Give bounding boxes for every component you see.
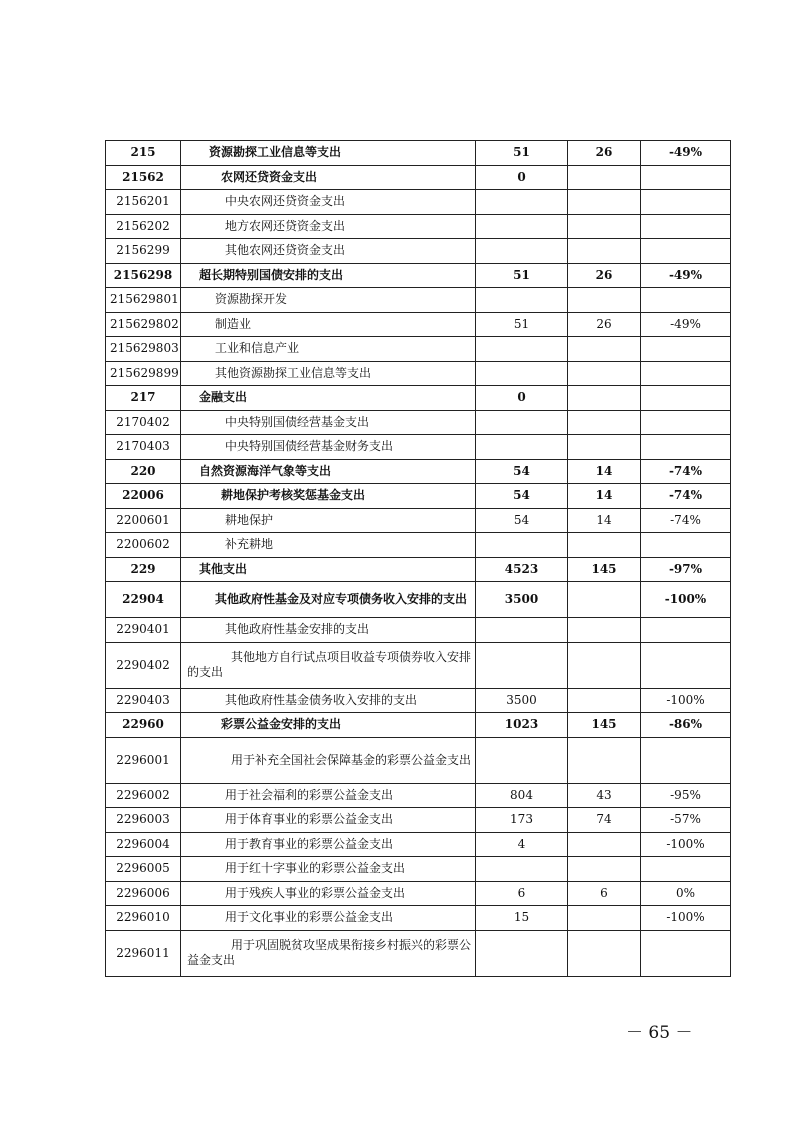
change-percent-cell: -49% (641, 141, 731, 166)
value-2024-cell (476, 337, 568, 362)
name-cell: 中央农网还贷资金支出 (181, 190, 476, 215)
value-2024-cell (476, 190, 568, 215)
name-cell: 用于残疾人事业的彩票公益金支出 (181, 881, 476, 906)
table-row (106, 508, 731, 533)
table-row (106, 737, 731, 783)
name-cell: 用于社会福利的彩票公益金支出 (181, 783, 476, 808)
budget-table-body (106, 141, 731, 977)
value-2024-cell (476, 214, 568, 239)
value-2024-cell (476, 857, 568, 882)
value-2024-cell (476, 930, 568, 976)
value-2025-cell (568, 410, 641, 435)
table-row (106, 832, 731, 857)
name-cell: 耕地保护 (181, 508, 476, 533)
name-cell: 其他农网还贷资金支出 (181, 239, 476, 264)
code-cell: 22960 (106, 713, 181, 738)
value-2025-cell: 14 (568, 459, 641, 484)
change-percent-cell (641, 190, 731, 215)
page-number: － 65 － (626, 1023, 693, 1043)
value-2024-cell: 3500 (476, 582, 568, 618)
change-percent-cell (641, 288, 731, 313)
name-cell: 工业和信息产业 (181, 337, 476, 362)
table-row (106, 361, 731, 386)
code-cell: 2156299 (106, 239, 181, 264)
table-row (106, 783, 731, 808)
code-cell: 2156201 (106, 190, 181, 215)
change-percent-cell (641, 410, 731, 435)
table-row (106, 857, 731, 882)
table-row (106, 337, 731, 362)
change-percent-cell (641, 435, 731, 460)
value-2025-cell: 26 (568, 312, 641, 337)
code-cell: 2170402 (106, 410, 181, 435)
code-cell: 220 (106, 459, 181, 484)
table-row (106, 930, 731, 976)
value-2024-cell: 4 (476, 832, 568, 857)
table-row (106, 713, 731, 738)
value-2024-cell (476, 288, 568, 313)
code-cell: 215629802 (106, 312, 181, 337)
change-percent-cell: -100% (641, 906, 731, 931)
value-2025-cell (568, 582, 641, 618)
code-cell: 215629803 (106, 337, 181, 362)
code-cell: 2156298 (106, 263, 181, 288)
change-percent-cell (641, 239, 731, 264)
value-2025-cell (568, 190, 641, 215)
code-cell: 217 (106, 386, 181, 411)
table-row (106, 239, 731, 264)
change-percent-cell: -57% (641, 808, 731, 833)
value-2025-cell (568, 239, 641, 264)
value-2025-cell (568, 386, 641, 411)
change-percent-cell (641, 361, 731, 386)
budget-table (105, 140, 731, 977)
code-cell: 2290403 (106, 688, 181, 713)
value-2024-cell: 54 (476, 508, 568, 533)
value-2025-cell (568, 906, 641, 931)
name-cell: 用于红十字事业的彩票公益金支出 (181, 857, 476, 882)
name-cell: 用于体育事业的彩票公益金支出 (181, 808, 476, 833)
table-row (106, 618, 731, 643)
code-cell: 2296010 (106, 906, 181, 931)
name-cell: 用于补充全国社会保障基金的彩票公益金支出 (181, 737, 476, 783)
code-cell: 215629899 (106, 361, 181, 386)
name-cell: 其他政府性基金债务收入安排的支出 (181, 688, 476, 713)
name-cell: 其他支出 (181, 557, 476, 582)
code-cell: 2170403 (106, 435, 181, 460)
code-cell: 2296004 (106, 832, 181, 857)
table-row (106, 312, 731, 337)
name-cell: 农网还贷资金支出 (181, 165, 476, 190)
value-2024-cell: 51 (476, 263, 568, 288)
change-percent-cell (641, 214, 731, 239)
table-row (106, 190, 731, 215)
table-row (106, 808, 731, 833)
code-cell: 22006 (106, 484, 181, 509)
table-row (106, 582, 731, 618)
table-row (106, 642, 731, 688)
value-2024-cell (476, 618, 568, 643)
change-percent-cell: -74% (641, 484, 731, 509)
code-cell: 2296003 (106, 808, 181, 833)
value-2024-cell (476, 361, 568, 386)
value-2025-cell: 14 (568, 508, 641, 533)
value-2024-cell: 0 (476, 165, 568, 190)
name-cell: 耕地保护考核奖惩基金支出 (181, 484, 476, 509)
code-cell: 2296005 (106, 857, 181, 882)
name-cell: 中央特别国债经营基金支出 (181, 410, 476, 435)
change-percent-cell (641, 857, 731, 882)
change-percent-cell (641, 386, 731, 411)
table-row (106, 386, 731, 411)
table-row (106, 484, 731, 509)
name-cell: 自然资源海洋气象等支出 (181, 459, 476, 484)
value-2025-cell: 145 (568, 557, 641, 582)
change-percent-cell: 0% (641, 881, 731, 906)
value-2025-cell (568, 337, 641, 362)
value-2024-cell (476, 737, 568, 783)
name-cell: 其他地方自行试点项目收益专项债券收入安排的支出 (181, 642, 476, 688)
table-row (106, 214, 731, 239)
change-percent-cell: -100% (641, 832, 731, 857)
name-cell: 其他政府性基金安排的支出 (181, 618, 476, 643)
name-cell: 其他政府性基金及对应专项债务收入安排的支出 (181, 582, 476, 618)
table-row (106, 263, 731, 288)
code-cell: 2200602 (106, 533, 181, 558)
name-cell: 资源勘探开发 (181, 288, 476, 313)
value-2025-cell (568, 832, 641, 857)
change-percent-cell: -74% (641, 508, 731, 533)
change-percent-cell (641, 930, 731, 976)
change-percent-cell: -95% (641, 783, 731, 808)
value-2024-cell: 0 (476, 386, 568, 411)
name-cell: 用于文化事业的彩票公益金支出 (181, 906, 476, 931)
name-cell: 超长期特别国债安排的支出 (181, 263, 476, 288)
value-2024-cell (476, 435, 568, 460)
value-2025-cell: 6 (568, 881, 641, 906)
change-percent-cell: -49% (641, 263, 731, 288)
value-2024-cell: 804 (476, 783, 568, 808)
code-cell: 2200601 (106, 508, 181, 533)
value-2024-cell (476, 239, 568, 264)
value-2024-cell: 173 (476, 808, 568, 833)
change-percent-cell (641, 165, 731, 190)
name-cell: 用于巩固脱贫攻坚成果衔接乡村振兴的彩票公益金支出 (181, 930, 476, 976)
code-cell: 2296011 (106, 930, 181, 976)
table-row (106, 459, 731, 484)
name-cell: 用于教育事业的彩票公益金支出 (181, 832, 476, 857)
table-row (106, 410, 731, 435)
table-row (106, 557, 731, 582)
value-2024-cell (476, 533, 568, 558)
table-row (106, 906, 731, 931)
value-2025-cell (568, 165, 641, 190)
table-row (106, 533, 731, 558)
value-2024-cell (476, 642, 568, 688)
value-2025-cell (568, 435, 641, 460)
value-2024-cell: 54 (476, 484, 568, 509)
value-2025-cell: 43 (568, 783, 641, 808)
value-2024-cell: 4523 (476, 557, 568, 582)
code-cell: 2296006 (106, 881, 181, 906)
code-cell: 2290401 (106, 618, 181, 643)
change-percent-cell (641, 642, 731, 688)
code-cell: 2156202 (106, 214, 181, 239)
value-2025-cell (568, 361, 641, 386)
code-cell: 22904 (106, 582, 181, 618)
code-cell: 215629801 (106, 288, 181, 313)
change-percent-cell: -97% (641, 557, 731, 582)
value-2024-cell: 54 (476, 459, 568, 484)
value-2025-cell (568, 533, 641, 558)
name-cell: 彩票公益金安排的支出 (181, 713, 476, 738)
change-percent-cell: -100% (641, 582, 731, 618)
change-percent-cell (641, 337, 731, 362)
change-percent-cell: -100% (641, 688, 731, 713)
value-2025-cell (568, 688, 641, 713)
table-row (106, 141, 731, 166)
name-cell: 金融支出 (181, 386, 476, 411)
table-row (106, 688, 731, 713)
value-2024-cell (476, 410, 568, 435)
name-cell: 地方农网还贷资金支出 (181, 214, 476, 239)
code-cell: 229 (106, 557, 181, 582)
change-percent-cell: -74% (641, 459, 731, 484)
value-2025-cell (568, 930, 641, 976)
table-row (106, 165, 731, 190)
table-row (106, 288, 731, 313)
value-2024-cell: 15 (476, 906, 568, 931)
change-percent-cell (641, 618, 731, 643)
value-2025-cell: 74 (568, 808, 641, 833)
code-cell: 21562 (106, 165, 181, 190)
value-2025-cell: 26 (568, 141, 641, 166)
change-percent-cell (641, 737, 731, 783)
value-2024-cell: 3500 (476, 688, 568, 713)
table-row (106, 881, 731, 906)
value-2025-cell (568, 288, 641, 313)
code-cell: 2290402 (106, 642, 181, 688)
value-2025-cell (568, 214, 641, 239)
value-2025-cell: 145 (568, 713, 641, 738)
value-2025-cell (568, 857, 641, 882)
name-cell: 补充耕地 (181, 533, 476, 558)
table-row (106, 435, 731, 460)
value-2024-cell: 51 (476, 141, 568, 166)
name-cell: 其他资源勘探工业信息等支出 (181, 361, 476, 386)
value-2025-cell: 26 (568, 263, 641, 288)
name-cell: 资源勘探工业信息等支出 (181, 141, 476, 166)
value-2025-cell (568, 642, 641, 688)
change-percent-cell: -49% (641, 312, 731, 337)
name-cell: 中央特别国债经营基金财务支出 (181, 435, 476, 460)
value-2025-cell (568, 737, 641, 783)
code-cell: 2296002 (106, 783, 181, 808)
value-2025-cell (568, 618, 641, 643)
name-cell: 制造业 (181, 312, 476, 337)
value-2025-cell: 14 (568, 484, 641, 509)
code-cell: 215 (106, 141, 181, 166)
value-2024-cell: 1023 (476, 713, 568, 738)
change-percent-cell (641, 533, 731, 558)
code-cell: 2296001 (106, 737, 181, 783)
change-percent-cell: -86% (641, 713, 731, 738)
value-2024-cell: 51 (476, 312, 568, 337)
value-2024-cell: 6 (476, 881, 568, 906)
